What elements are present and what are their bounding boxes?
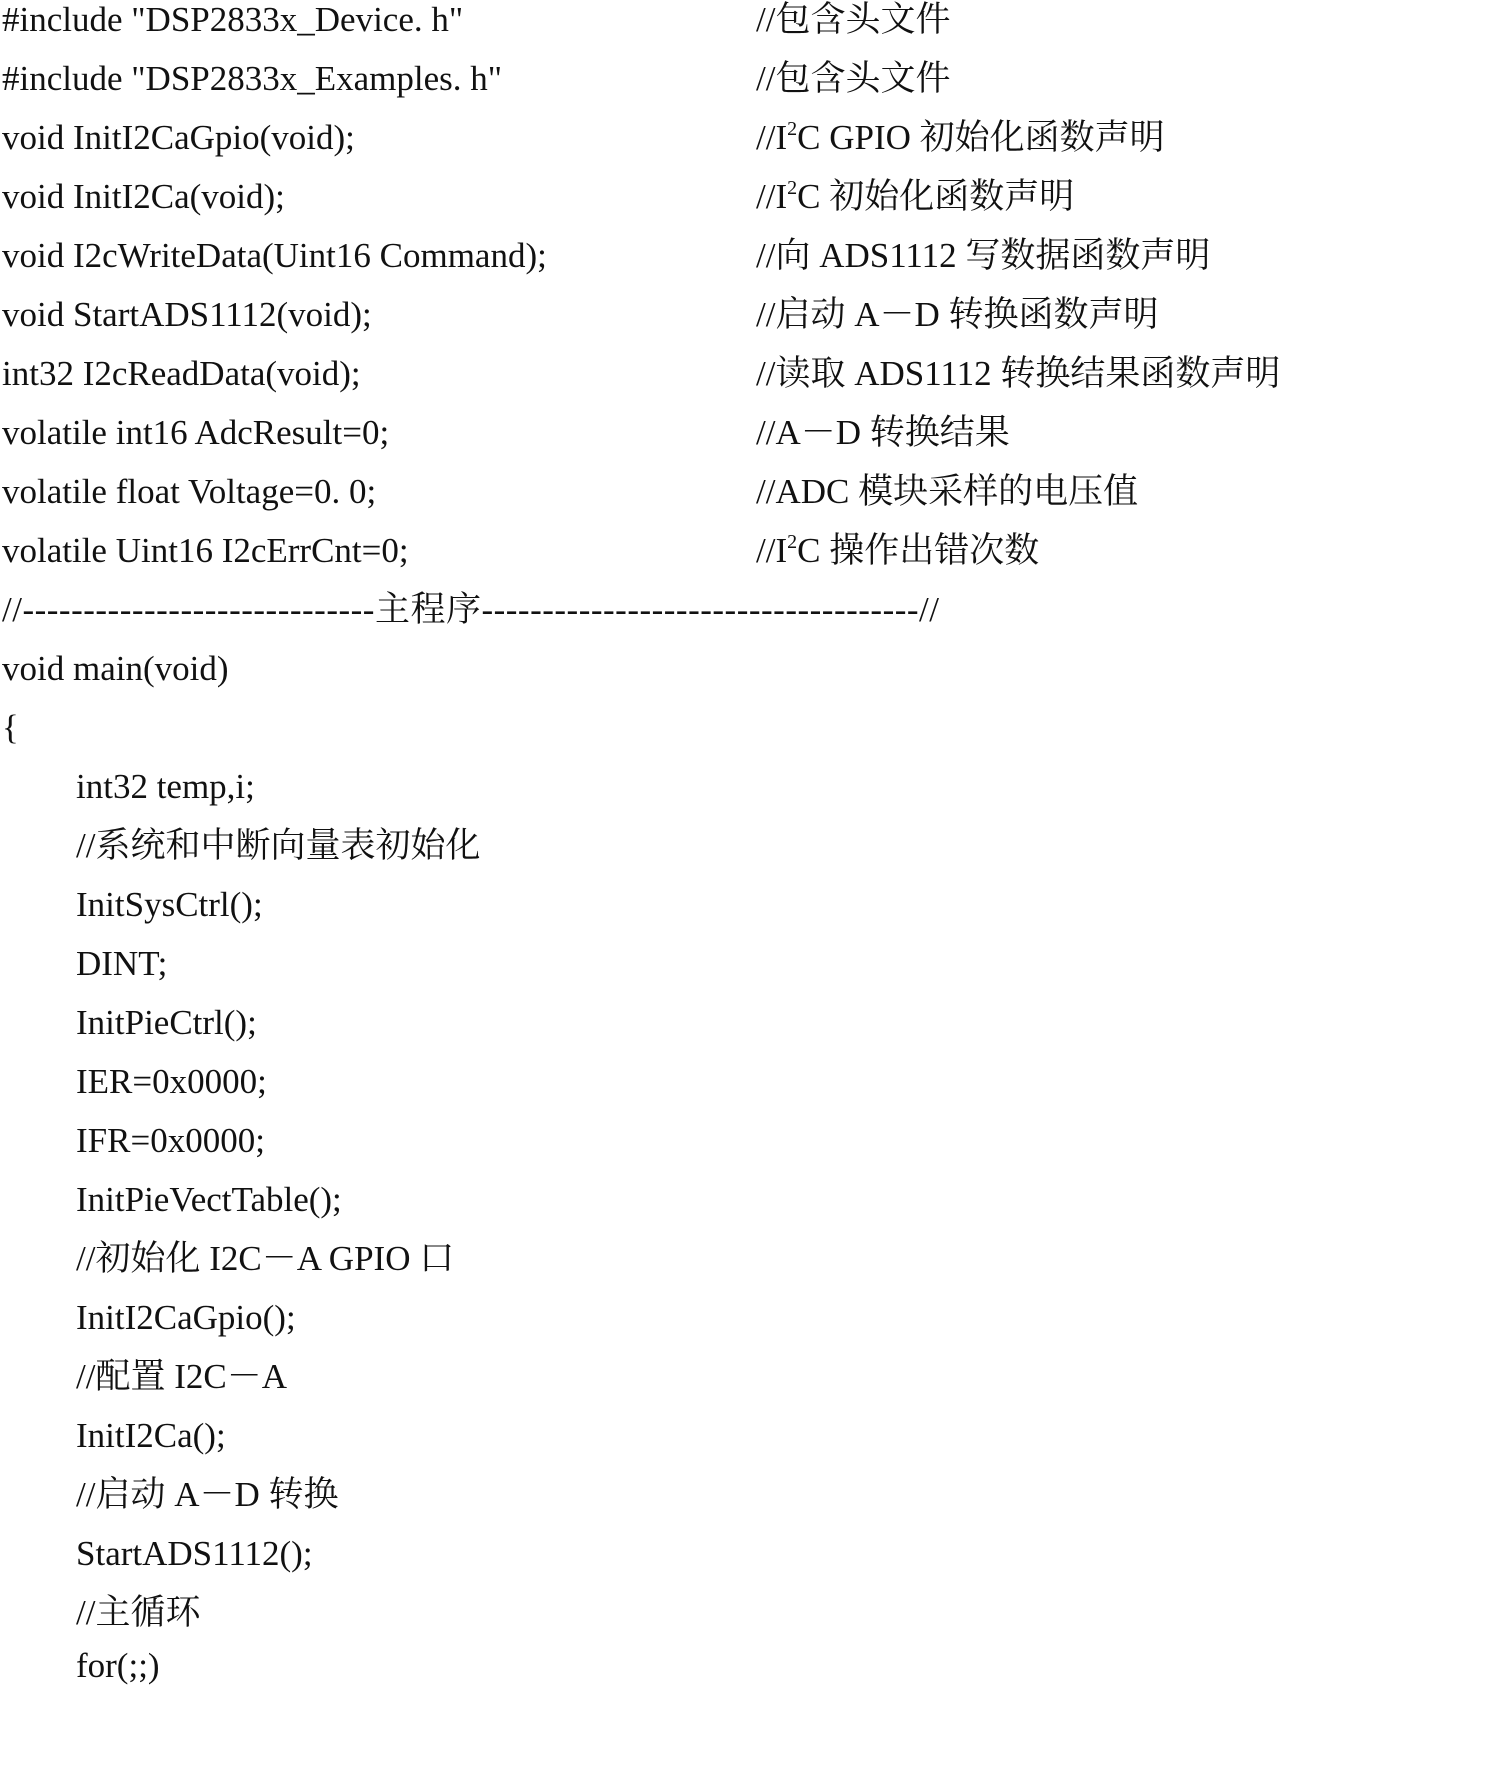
code-text: volatile Uint16 I2cErrCnt=0; [2, 531, 409, 570]
code-text: #include "DSP2833x_Examples. h" [2, 59, 503, 98]
code-line [0, 1475, 1500, 1534]
section-divider [0, 590, 1500, 649]
code-text: volatile float Voltage=0. 0; [2, 472, 377, 511]
code-comment: //ADC 模块采样的电压值 [756, 472, 1139, 511]
code-line [0, 1357, 1500, 1416]
code-line [0, 59, 1500, 118]
code-line [0, 531, 1500, 590]
code-comment: //读取 ADS1112 转换结果函数声明 [756, 354, 1281, 393]
open-brace-line [0, 708, 1500, 767]
code-line [0, 1239, 1500, 1298]
code-line [0, 767, 1500, 826]
code-line [0, 1062, 1500, 1121]
code-line [0, 885, 1500, 944]
code-text: for(;;) [76, 1646, 160, 1685]
code-line [0, 1003, 1500, 1062]
superscript-two: 2 [787, 531, 798, 553]
code-text: //配置 I2C－A [76, 1357, 287, 1396]
comment-suffix: C 初始化函数声明 [797, 177, 1075, 216]
code-text: InitI2CaGpio(); [76, 1298, 296, 1337]
code-text: IFR=0x0000; [76, 1121, 265, 1160]
code-text: void InitI2Ca(void); [2, 177, 285, 216]
code-text: InitSysCtrl(); [76, 885, 263, 924]
code-comment: //A－D 转换结果 [756, 413, 1010, 452]
code-line [0, 472, 1500, 531]
comment-prefix: //I [756, 531, 788, 570]
code-line [0, 0, 1500, 59]
code-text: InitPieCtrl(); [76, 1003, 257, 1042]
code-comment: //启动 A－D 转换函数声明 [756, 295, 1159, 334]
code-text: //初始化 I2C－A GPIO 口 [76, 1239, 455, 1278]
code-line [0, 177, 1500, 236]
open-brace: { [2, 708, 19, 747]
code-line [0, 1121, 1500, 1180]
code-text: DINT; [76, 944, 168, 983]
comment-suffix: C GPIO 初始化函数声明 [797, 118, 1165, 157]
code-text: //系统和中断向量表初始化 [76, 826, 481, 865]
code-line [0, 1416, 1500, 1475]
code-text: volatile int16 AdcResult=0; [2, 413, 390, 452]
code-text: InitI2Ca(); [76, 1416, 226, 1455]
code-text: //启动 A－D 转换 [76, 1475, 339, 1514]
code-line [0, 944, 1500, 1003]
code-text: void InitI2CaGpio(void); [2, 118, 355, 157]
code-line [0, 118, 1500, 177]
main-function-header [0, 649, 1500, 708]
code-text: IER=0x0000; [76, 1062, 267, 1101]
code-comment: //向 ADS1112 写数据函数声明 [756, 236, 1211, 275]
comment-suffix: C 操作出错次数 [797, 531, 1040, 570]
code-text: int32 temp,i; [76, 767, 255, 806]
code-line [0, 826, 1500, 885]
code-line [0, 413, 1500, 472]
code-line [0, 1298, 1500, 1357]
code-comment [756, 177, 1074, 217]
code-line [0, 1180, 1500, 1239]
code-text: void main(void) [2, 649, 229, 688]
code-comment: //包含头文件 [756, 0, 951, 39]
code-line [0, 1593, 1500, 1652]
comment-prefix: //I [756, 118, 788, 157]
code-line [0, 236, 1500, 295]
code-text: StartADS1112(); [76, 1534, 313, 1573]
code-line [0, 1646, 1500, 1705]
code-text: #include "DSP2833x_Device. h" [2, 0, 464, 39]
code-text: int32 I2cReadData(void); [2, 354, 361, 393]
comment-prefix: //I [756, 177, 788, 216]
code-line [0, 295, 1500, 354]
code-comment [756, 531, 1039, 571]
code-comment [756, 118, 1165, 158]
divider-text: //-----------------------------主程序------------------------------------// [2, 590, 940, 629]
code-line [0, 1534, 1500, 1593]
code-text: //主循环 [76, 1593, 201, 1632]
code-comment: //包含头文件 [756, 59, 951, 98]
code-text: InitPieVectTable(); [76, 1180, 342, 1219]
code-text: void I2cWriteData(Uint16 Command); [2, 236, 547, 275]
code-text: void StartADS1112(void); [2, 295, 372, 334]
superscript-two: 2 [787, 118, 798, 140]
superscript-two: 2 [787, 177, 798, 199]
code-line [0, 354, 1500, 413]
